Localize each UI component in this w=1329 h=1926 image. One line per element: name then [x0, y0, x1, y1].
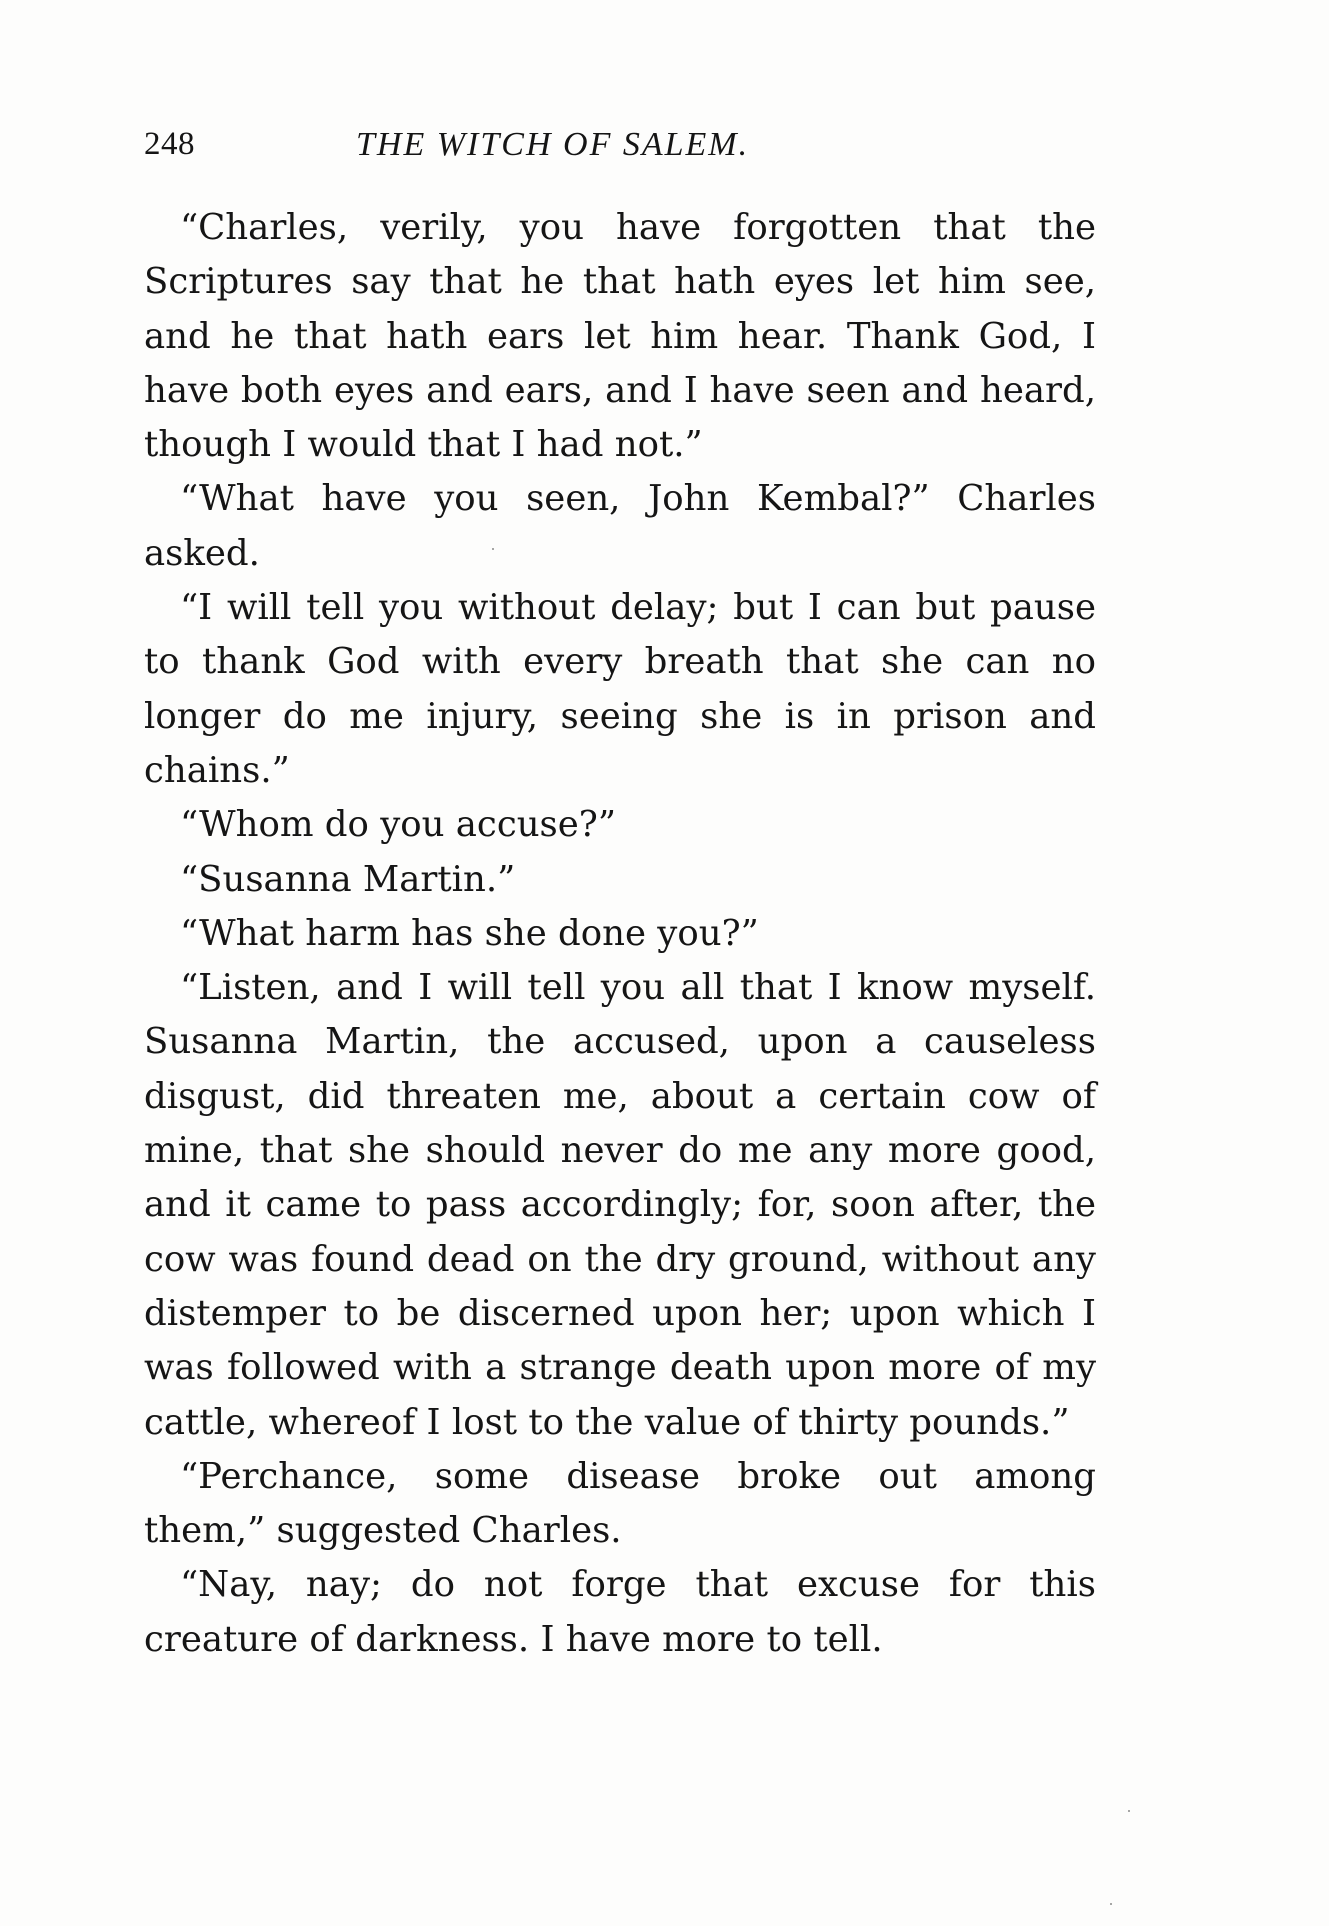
paragraph: “Charles, verily, you have forgotten that the Scriptures say that he that hath eyes let him see, and he that hath ears let him hear. Thank God, I have both eyes and ears, and I have seen and heard, though I would that I had not.” [144, 207, 1096, 466]
paper-speck [1110, 1903, 1112, 1905]
paragraph: “Nay, nay; do not forge that excuse for this creature of darkness. I have more to tell. [144, 1564, 1096, 1660]
paper-speck [492, 548, 494, 550]
page-header [144, 126, 1104, 170]
running-title: THE WITCH OF SALEM. [356, 126, 750, 163]
body-text [144, 201, 1096, 1667]
paragraph: “Listen, and I will tell you all that I know myself. Susanna Martin, the accused, upon a causeless disgust, did threaten me, about a certain cow of mine, that she should never do me any more good, and it came to pass accordingly; for, soon after, the cow was found dead on the dry ground, without any distemper to be discerned upon her; upon which I was followed with a strange death upon more of my cattle, whereof I lost to the value of thirty pounds.” [144, 967, 1096, 1443]
paragraph: “What harm has she done you?” [180, 912, 759, 954]
paragraph: “Perchance, some disease broke out among them,” suggested Charles. [144, 1455, 1096, 1552]
paper-speck [1128, 1810, 1130, 1812]
paragraph: “Whom do you accuse?” [180, 804, 616, 846]
paragraph: “What have you seen, John Kembal?” Charles asked. [144, 478, 1096, 574]
paragraph: “I will tell you without delay; but I can but pause to thank God with every breath that she can no longer do me injury, seeing she is in prison and chains.” [144, 587, 1096, 791]
page-number: 248 [144, 126, 195, 162]
paragraph: “Susanna Martin.” [180, 858, 516, 900]
